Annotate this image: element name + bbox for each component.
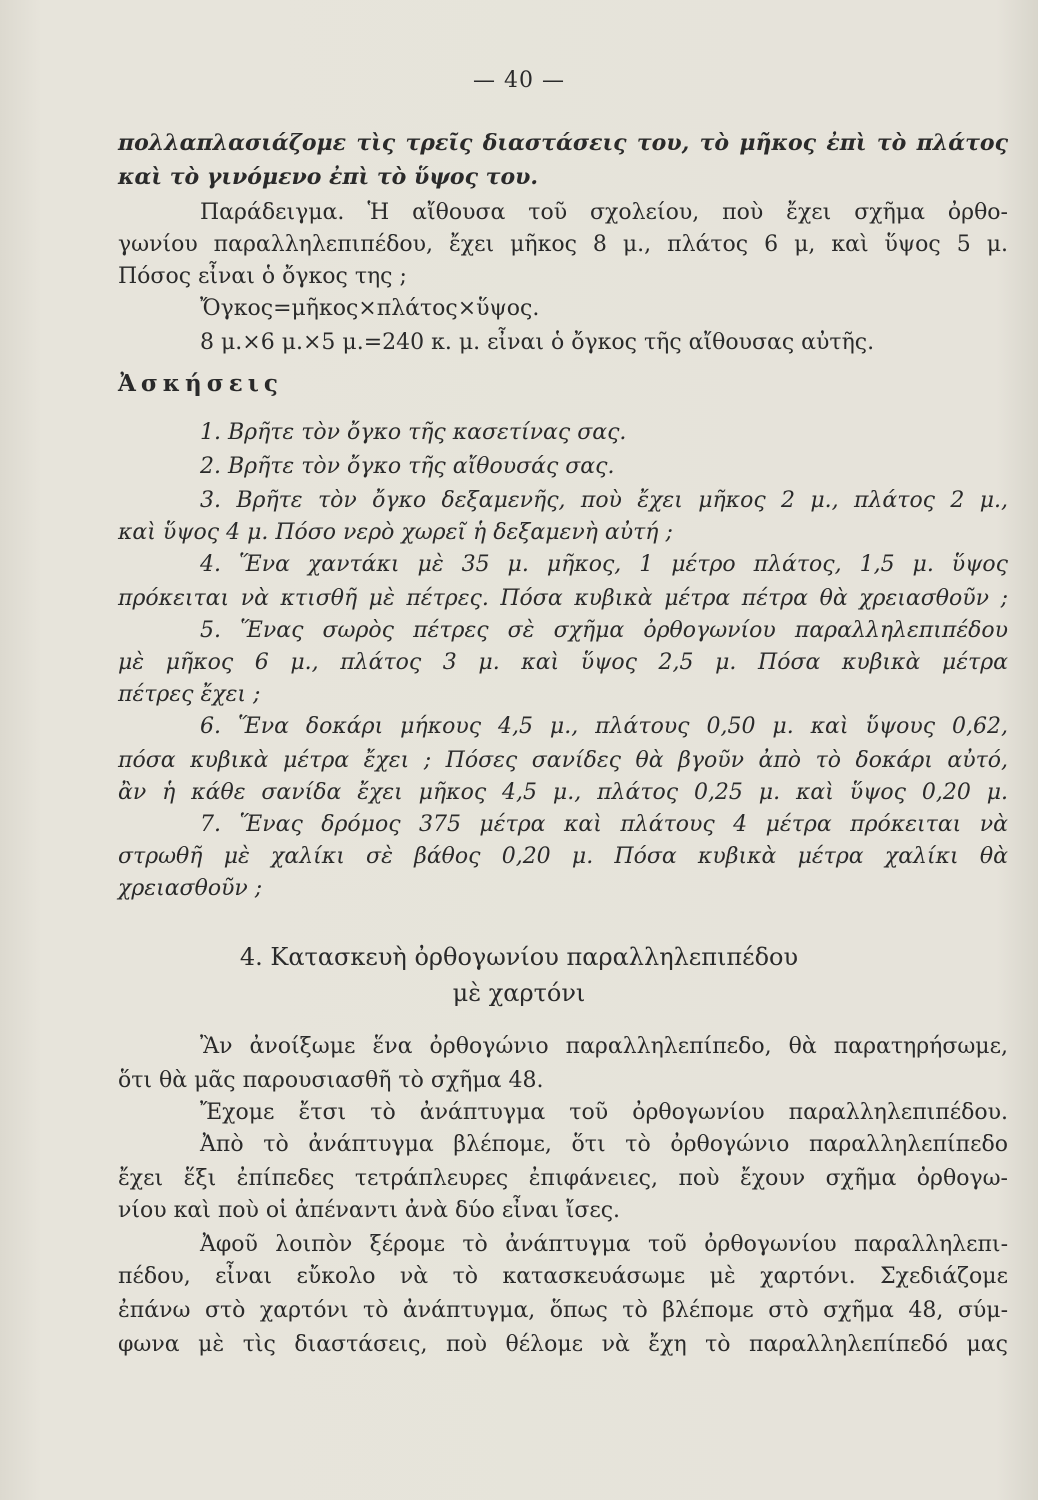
body-line: Ἀπὸ τὸ ἀνάπτυγμα βλέπομε, ὅτι τὸ ὀρθογώνιο παραλληλεπίπεδο	[200, 1132, 1008, 1157]
intro-line: πολλαπλασιάζομε τὶς τρεῖς διαστάσεις του, τὸ μῆκος ἐπὶ τὸ πλάτος	[118, 130, 1008, 156]
body-line: νίου καὶ ποὺ οἱ ἀπέναντι ἀνὰ δύο εἶναι ἴσες.	[118, 1198, 621, 1223]
exercise-line: πέτρες ἔχει ;	[118, 682, 261, 707]
section-title: 4. Κατασκευὴ ὀρθογωνίου παραλληλεπιπέδου	[239, 943, 799, 971]
body-line: Ἔχομε ἔτσι τὸ ἀνάπτυγμα τοῦ ὀρθογωνίου παραλληλεπιπέδου.	[200, 1100, 1008, 1125]
exercise-line: χρειασθοῦν ;	[118, 876, 263, 901]
exercise-line: ἂν ἡ κάθε σανίδα ἔχει μῆκος 4,5 μ., πλάτος 0,25 μ. καὶ ὕψος 0,20 μ.	[118, 780, 1008, 805]
exercise-line: πρόκειται νὰ κτισθῆ μὲ πέτρες. Πόσα κυβικὰ μέτρα πέτρα θὰ χρειασθοῦν ;	[118, 586, 1008, 611]
example-line: Πόσος εἶναι ὁ ὄγκος της ;	[118, 264, 407, 289]
example-formula: Ὄγκος=μῆκος×πλάτος×ὕψος.	[200, 296, 540, 321]
exercise-line: μὲ μῆκος 6 μ., πλάτος 3 μ. καὶ ὕψος 2,5 μ. Πόσα κυβικὰ μέτρα	[118, 650, 1008, 675]
exercise-line: 5. Ἕνας σωρὸς πέτρες σὲ σχῆμα ὀρθογωνίου παραλληλεπιπέδου	[200, 618, 1008, 643]
exercise-line: στρωθῆ μὲ χαλίκι σὲ βάθος 0,20 μ. Πόσα κυβικὰ μέτρα χαλίκι θὰ	[118, 844, 1008, 869]
exercise-line: 4. Ἕνα χαντάκι μὲ 35 μ. μῆκος, 1 μέτρο πλάτος, 1,5 μ. ὕψος	[200, 552, 1008, 577]
body-line: πέδου, εἶναι εὔκολο νὰ τὸ κατασκευάσωμε μὲ χαρτόνι. Σχεδιάζομε	[118, 1264, 1008, 1289]
example-line: Παράδειγμα. Ἡ αἴθουσα τοῦ σχολείου, ποὺ ἔχει σχῆμα ὀρθο-	[200, 200, 1008, 225]
body-line: ὅτι θὰ μᾶς παρουσιασθῆ τὸ σχῆμα 48.	[118, 1068, 544, 1093]
exercise-line: 2. Βρῆτε τὸν ὄγκο τῆς αἴθουσάς σας.	[200, 454, 615, 479]
exercise-line: 7. Ἕνας δρόμος 375 μέτρα καὶ πλάτους 4 μέτρα πρόκειται νὰ	[200, 812, 1008, 837]
section-subtitle: μὲ χαρτόνι	[452, 979, 586, 1007]
body-line: φωνα μὲ τὶς διαστάσεις, ποὺ θέλομε νὰ ἔχη τὸ παραλληλεπίπεδό μας	[118, 1332, 1008, 1357]
body-line: Ἂν ἀνοίξωμε ἕνα ὀρθογώνιο παραλληλεπίπεδο, θὰ παρατηρήσωμε,	[200, 1034, 1008, 1059]
exercise-line: 1. Βρῆτε τὸν ὄγκο τῆς κασετίνας σας.	[200, 420, 627, 445]
body-line: Ἀφοῦ λοιπὸν ξέρομε τὸ ἀνάπτυγμα τοῦ ὀρθογωνίου παραλληλεπι-	[200, 1232, 1008, 1257]
exercise-line: 3. Βρῆτε τὸν ὄγκο δεξαμενῆς, ποὺ ἔχει μῆκος 2 μ., πλάτος 2 μ.,	[200, 488, 1008, 513]
example-calculation: 8 μ.×6 μ.×5 μ.=240 κ. μ. εἶναι ὁ ὄγκος τῆς αἴθουσας αὐτῆς.	[200, 330, 875, 355]
exercise-line: 6. Ἕνα δοκάρι μήκους 4,5 μ., πλάτους 0,50 μ. καὶ ὕψους 0,62,	[200, 714, 1008, 739]
exercises-heading: Ἀσκήσεις	[118, 370, 283, 397]
example-line: γωνίου παραλληλεπιπέδου, ἔχει μῆκος 8 μ., πλάτος 6 μ, καὶ ὕψος 5 μ.	[118, 232, 1008, 257]
exercise-line: πόσα κυβικὰ μέτρα ἔχει ; Πόσες σανίδες θὰ βγοῦν ἀπὸ τὸ δοκάρι αὐτό,	[118, 748, 1008, 773]
exercise-line: καὶ ὕψος 4 μ. Πόσο νερὸ χωρεῖ ἡ δεξαμενὴ αὐτή ;	[118, 520, 673, 545]
body-line: ἐπάνω στὸ χαρτόνι τὸ ἀνάπτυγμα, ὅπως τὸ βλέπομε στὸ σχῆμα 48, σύμ-	[118, 1298, 1008, 1323]
body-line: ἔχει ἕξι ἐπίπεδες τετράπλευρες ἐπιφάνειες, ποὺ ἔχουν σχῆμα ὀρθογω-	[118, 1166, 1008, 1191]
page-number: — 40 —	[473, 68, 565, 93]
intro-line: καὶ τὸ γινόμενο ἐπὶ τὸ ὕψος του.	[118, 164, 539, 190]
